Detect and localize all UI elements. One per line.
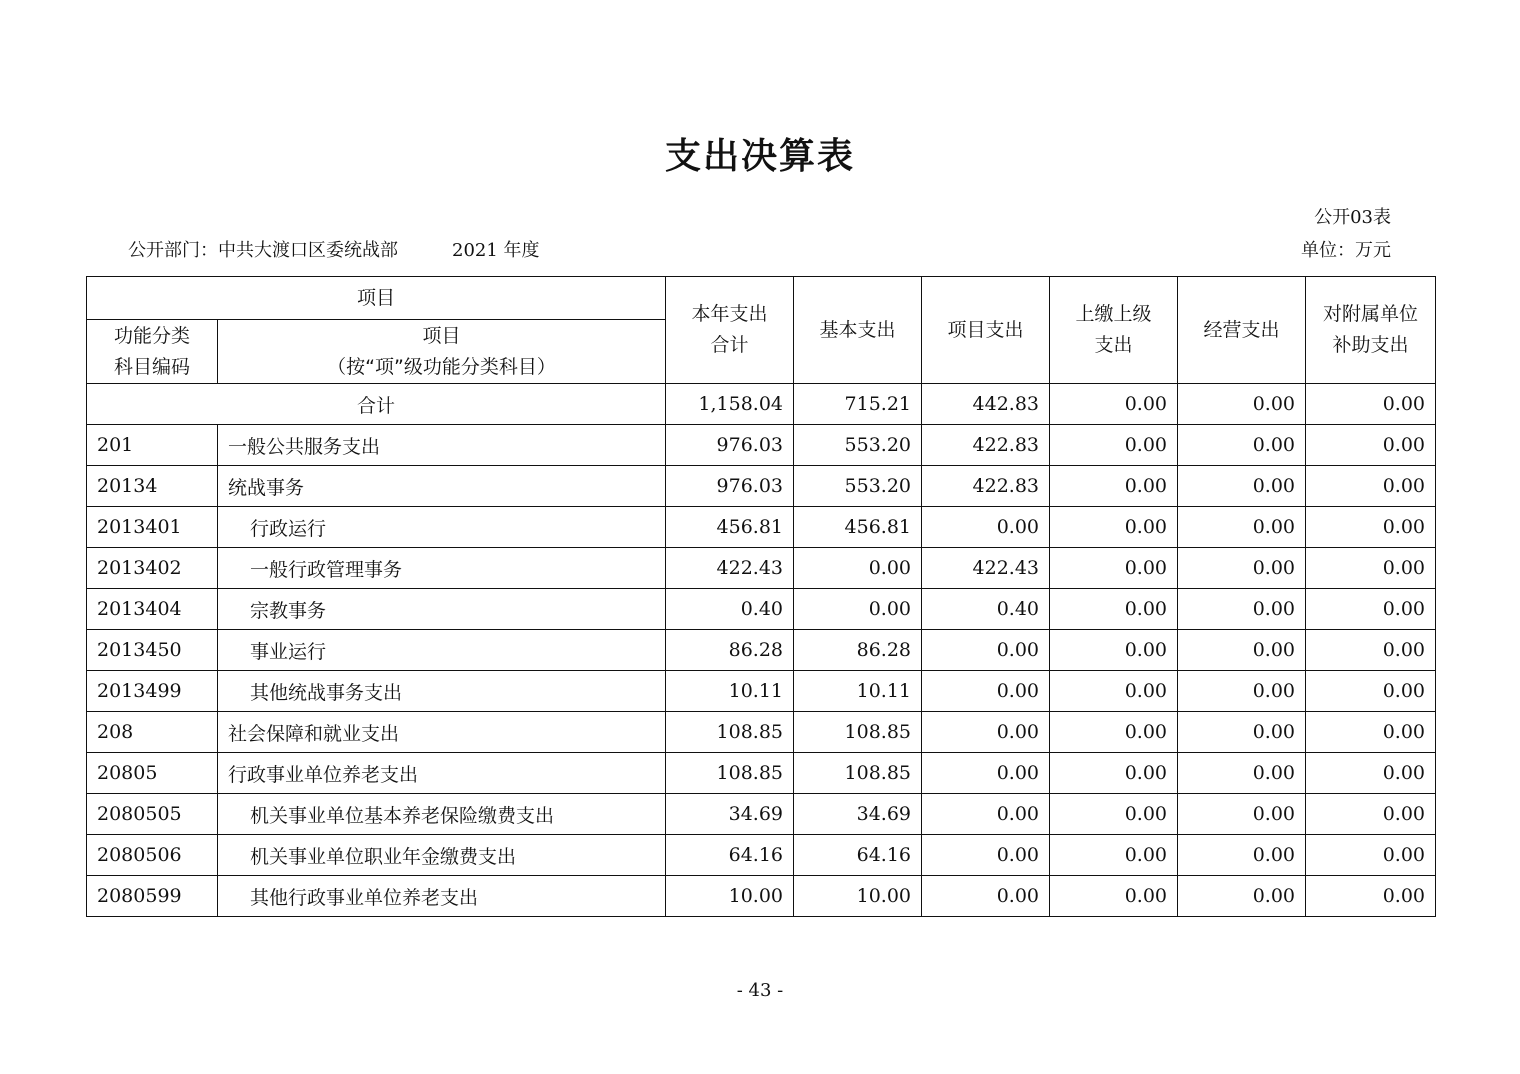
row-code: 2013450 [87,630,218,671]
header-subsidy-line1: 对附属单位 [1323,303,1419,325]
row-code: 20805 [87,753,218,794]
row-total: 976.03 [666,425,794,466]
page-number: - 43 - [736,980,784,1001]
row-basic: 86.28 [794,630,922,671]
row-project: 0.00 [922,712,1050,753]
row-upper: 0.00 [1050,835,1178,876]
row-name: 一般公共服务支出 [218,425,666,466]
header-upper-line2: 支出 [1094,334,1133,356]
row-business: 0.00 [1178,425,1306,466]
row-subsidy: 0.00 [1306,794,1436,835]
row-subsidy: 0.00 [1306,876,1436,917]
table-row [87,507,1436,548]
row-project: 0.00 [922,794,1050,835]
form-number: 公开03表 [1314,207,1391,228]
row-project: 0.00 [922,835,1050,876]
fiscal-year: 2021 年度 [452,240,540,261]
row-code: 201 [87,425,218,466]
row-subsidy: 0.00 [1306,466,1436,507]
table-row [87,876,1436,917]
row-business: 0.00 [1178,466,1306,507]
department-name: 公开部门：中共大渡口区委统战部 [128,240,398,261]
row-subsidy: 0.00 [1306,835,1436,876]
header-project-expenditure: 项目支出 [922,277,1050,384]
row-name: 其他行政事业单位养老支出 [218,876,666,917]
row-code: 2013404 [87,589,218,630]
header-code-line1: 功能分类 [113,324,190,347]
row-subsidy: 0.00 [1306,712,1436,753]
table-row [87,671,1436,712]
row-name: 社会保障和就业支出 [218,712,666,753]
row-upper: 0.00 [1050,548,1178,589]
row-subsidy: 0.00 [1306,425,1436,466]
row-project: 0.00 [922,507,1050,548]
row-code: 2013401 [87,507,218,548]
row-total: 108.85 [666,753,794,794]
row-upper: 0.00 [1050,507,1178,548]
table-row [87,466,1436,507]
row-name: 一般行政管理事务 [218,548,666,589]
total-amount: 1,158.04 [666,384,794,425]
header-code-line2: 科目编码 [113,355,190,378]
header-project: 项目 [87,277,666,320]
row-code: 2013499 [87,671,218,712]
row-total: 10.00 [666,876,794,917]
row-business: 0.00 [1178,876,1306,917]
row-business: 0.00 [1178,507,1306,548]
row-code: 2080505 [87,794,218,835]
row-project: 422.43 [922,548,1050,589]
table-row [87,753,1436,794]
row-total: 64.16 [666,835,794,876]
department-line [128,236,540,262]
total-row [87,384,1436,425]
row-basic: 456.81 [794,507,922,548]
row-basic: 10.00 [794,876,922,917]
row-upper: 0.00 [1050,876,1178,917]
unit-label: 单位：万元 [1301,240,1391,261]
row-total: 976.03 [666,466,794,507]
total-project: 442.83 [922,384,1050,425]
table-row [87,425,1436,466]
page-title: 支出决算表 [664,136,855,177]
row-basic: 553.20 [794,425,922,466]
total-business: 0.00 [1178,384,1306,425]
row-business: 0.00 [1178,630,1306,671]
row-subsidy: 0.00 [1306,589,1436,630]
row-total: 456.81 [666,507,794,548]
row-name: 行政运行 [218,507,666,548]
row-subsidy: 0.00 [1306,630,1436,671]
row-name: 行政事业单位养老支出 [218,753,666,794]
header-basic: 基本支出 [794,277,922,384]
header-business: 经营支出 [1178,277,1306,384]
row-name: 机关事业单位职业年金缴费支出 [218,835,666,876]
row-total: 108.85 [666,712,794,753]
table-row [87,794,1436,835]
row-name: 机关事业单位基本养老保险缴费支出 [218,794,666,835]
row-basic: 34.69 [794,794,922,835]
row-total: 0.40 [666,589,794,630]
table-body [87,384,1436,917]
row-business: 0.00 [1178,835,1306,876]
expenditure-table [86,276,1436,917]
row-basic: 108.85 [794,712,922,753]
table-row [87,630,1436,671]
row-code: 208 [87,712,218,753]
row-upper: 0.00 [1050,425,1178,466]
row-total: 86.28 [666,630,794,671]
table-row [87,589,1436,630]
header-name-line2: （按“项”级功能分类科目） [327,355,556,378]
row-basic: 553.20 [794,466,922,507]
row-upper: 0.00 [1050,589,1178,630]
row-project: 422.83 [922,425,1050,466]
header-name-line1: 项目 [422,324,461,347]
row-basic: 10.11 [794,671,922,712]
row-basic: 0.00 [794,589,922,630]
row-upper: 0.00 [1050,712,1178,753]
header-name [218,320,666,384]
row-basic: 0.00 [794,548,922,589]
row-total: 422.43 [666,548,794,589]
row-business: 0.00 [1178,753,1306,794]
table-row [87,548,1436,589]
header-subsidy [1306,277,1436,384]
row-upper: 0.00 [1050,630,1178,671]
total-basic: 715.21 [794,384,922,425]
row-name: 其他统战事务支出 [218,671,666,712]
row-name: 事业运行 [218,630,666,671]
row-upper: 0.00 [1050,466,1178,507]
row-project: 0.00 [922,753,1050,794]
row-subsidy: 0.00 [1306,671,1436,712]
row-business: 0.00 [1178,671,1306,712]
row-total: 10.11 [666,671,794,712]
row-project: 0.00 [922,876,1050,917]
header-code [87,320,218,384]
header-total-line1: 本年支出 [691,303,768,325]
table-header [87,277,1436,384]
row-name: 宗教事务 [218,589,666,630]
row-upper: 0.00 [1050,671,1178,712]
row-code: 2080599 [87,876,218,917]
row-upper: 0.00 [1050,794,1178,835]
total-label: 合计 [87,384,666,425]
header-upper [1050,277,1178,384]
row-business: 0.00 [1178,712,1306,753]
row-total: 34.69 [666,794,794,835]
total-subsidy: 0.00 [1306,384,1436,425]
row-project: 0.40 [922,589,1050,630]
row-basic: 64.16 [794,835,922,876]
header-total-line2: 合计 [710,334,749,356]
row-code: 2080506 [87,835,218,876]
table-row [87,712,1436,753]
row-business: 0.00 [1178,794,1306,835]
row-upper: 0.00 [1050,753,1178,794]
row-project: 0.00 [922,630,1050,671]
row-code: 20134 [87,466,218,507]
row-subsidy: 0.00 [1306,507,1436,548]
row-project: 422.83 [922,466,1050,507]
table-row [87,835,1436,876]
total-upper: 0.00 [1050,384,1178,425]
row-subsidy: 0.00 [1306,548,1436,589]
row-name: 统战事务 [218,466,666,507]
row-project: 0.00 [922,671,1050,712]
row-basic: 108.85 [794,753,922,794]
header-subsidy-line2: 补助支出 [1332,334,1409,356]
row-subsidy: 0.00 [1306,753,1436,794]
header-total [666,277,794,384]
row-code: 2013402 [87,548,218,589]
header-upper-line1: 上缴上级 [1075,303,1152,325]
row-business: 0.00 [1178,589,1306,630]
row-business: 0.00 [1178,548,1306,589]
